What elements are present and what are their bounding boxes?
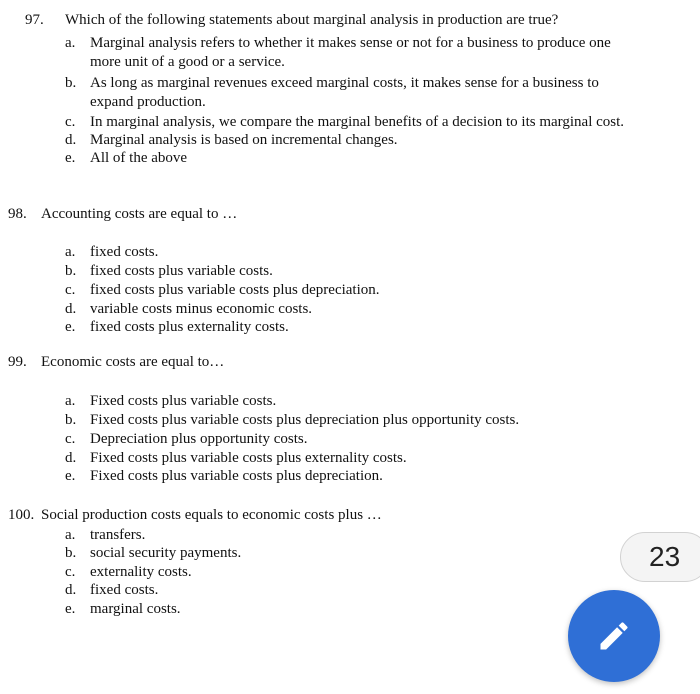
option-text: social security payments. — [90, 545, 242, 561]
option-letter: a. — [65, 393, 76, 409]
option-letter: a. — [65, 244, 76, 260]
option-text: fixed costs. — [90, 582, 159, 598]
option-letter: b. — [65, 75, 77, 91]
option-letter: b. — [65, 412, 77, 428]
option-letter: e. — [65, 150, 76, 166]
option-text: fixed costs plus variable costs plus depreciation. — [90, 282, 380, 298]
question-text: Social production costs equals to economic costs plus … — [41, 507, 382, 523]
question-text: Economic costs are equal to… — [41, 354, 225, 370]
option-letter: c. — [65, 431, 76, 447]
option-text: Fixed costs plus variable costs plus depreciation plus opportunity costs. — [90, 412, 520, 428]
option-letter: c. — [65, 282, 76, 298]
question-number: 97. — [25, 12, 44, 28]
option-text: fixed costs. — [90, 244, 159, 260]
option-text: Depreciation plus opportunity costs. — [90, 431, 308, 447]
question-number: 100. — [8, 507, 35, 523]
option-text: externality costs. — [90, 564, 192, 580]
option-text-continuation: more unit of a good or a service. — [90, 53, 285, 70]
question-text: Which of the following statements about marginal analysis in production are true? — [65, 12, 559, 28]
option-text: As long as marginal revenues exceed marginal costs, it makes sense for a business to — [90, 75, 599, 91]
question-number: 99. — [8, 354, 27, 370]
option-letter: e. — [65, 468, 76, 484]
option-text: transfers. — [90, 527, 146, 543]
option-letter: d. — [65, 450, 77, 466]
option-text: Marginal analysis is based on incremental changes. — [90, 132, 398, 148]
question-number: 98. — [8, 206, 27, 222]
option-text: All of the above — [90, 150, 188, 166]
option-letter: c. — [65, 114, 76, 130]
option-letter: d. — [65, 301, 77, 317]
option-letter: c. — [65, 564, 76, 580]
question-text: Accounting costs are equal to … — [41, 206, 238, 222]
option-letter: e. — [65, 601, 76, 617]
option-text: fixed costs plus variable costs. — [90, 263, 273, 279]
option-text: variable costs minus economic costs. — [90, 301, 313, 317]
option-text: Fixed costs plus variable costs plus externality costs. — [90, 450, 407, 466]
option-text: Marginal analysis refers to whether it makes sense or not for a business to produce one — [90, 35, 611, 51]
option-letter: d. — [65, 132, 77, 148]
pencil-icon — [596, 618, 632, 654]
option-letter: e. — [65, 319, 76, 335]
page-number: 23 — [649, 541, 681, 572]
page-number-badge[interactable] — [620, 532, 700, 582]
option-letter: d. — [65, 582, 77, 598]
option-text: fixed costs plus externality costs. — [90, 319, 289, 335]
option-text: Fixed costs plus variable costs. — [90, 393, 277, 409]
option-text: marginal costs. — [90, 601, 181, 617]
option-letter: a. — [65, 35, 76, 51]
option-letter: a. — [65, 527, 76, 543]
option-text: Fixed costs plus variable costs plus depreciation. — [90, 468, 383, 484]
edit-button[interactable] — [568, 590, 660, 682]
option-text: In marginal analysis, we compare the marginal benefits of a decision to its marginal cost. — [90, 114, 625, 130]
option-text-continuation: expand production. — [90, 93, 206, 110]
option-letter: b. — [65, 263, 77, 279]
option-letter: b. — [65, 545, 77, 561]
